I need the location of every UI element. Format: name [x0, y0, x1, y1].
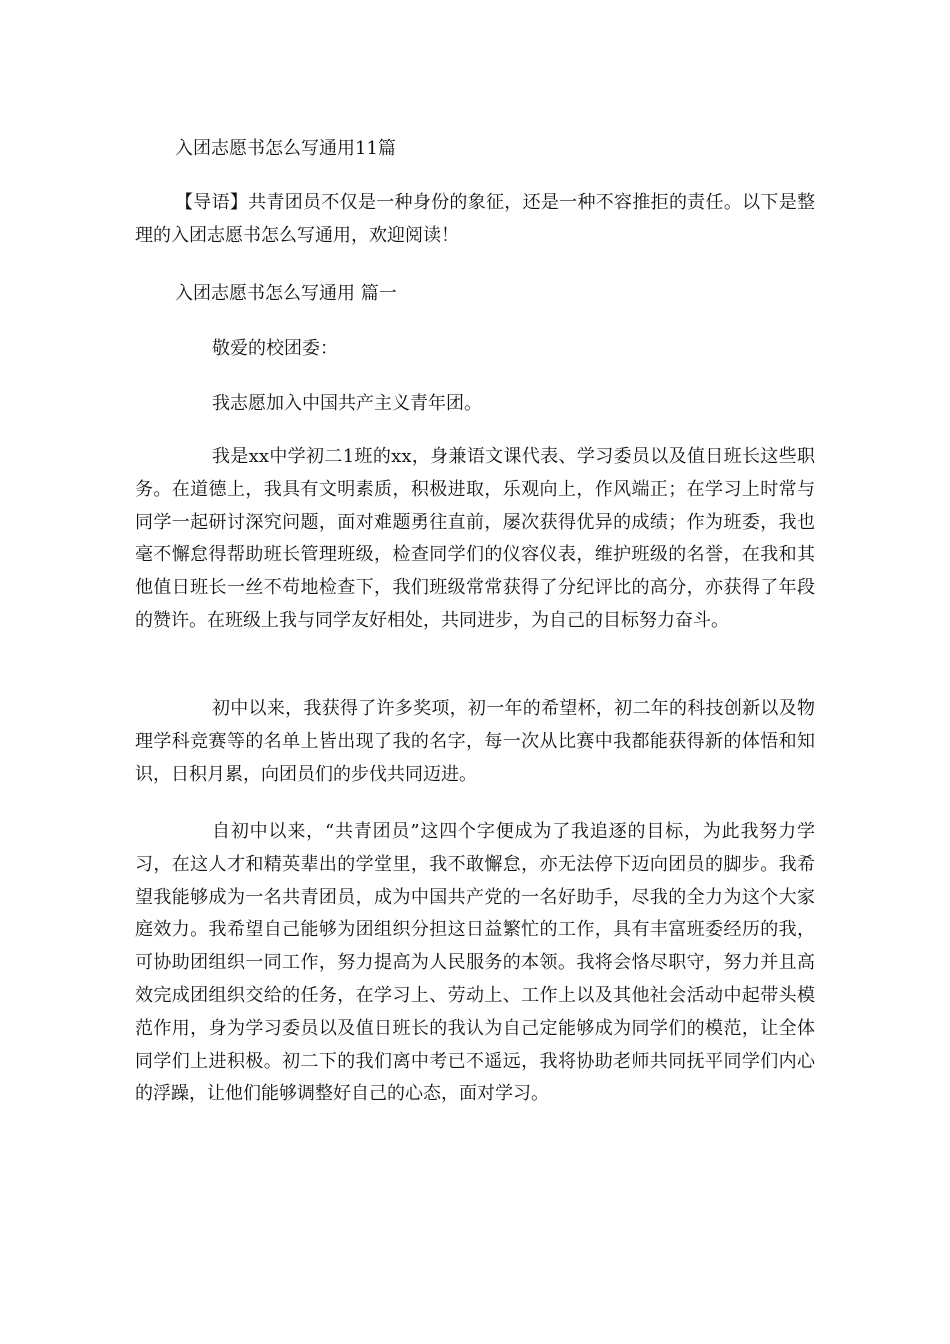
body-paragraph-3: 初中以来，我获得了许多奖项，初一年的希望杯，初二年的科技创新以及物理学科竞赛等的名单上皆出现了我的名字，每一次从比赛中我都能获得新的体悟和知识，日积月累，向团员们的步伐共同迈进。 [135, 698, 815, 785]
intro-paragraph: 【导语】共青团员不仅是一种身份的象征，还是一种不容推拒的责任。以下是整理的入团志愿书怎么写通用，欢迎阅读！ [135, 192, 815, 246]
body-paragraph-2: 我是xx中学初二1班的xx，身兼语文课代表、学习委员以及值日班长这些职务。在道德上，我具有文明素质，积极进取，乐观向上，作风端正；在学习上时常与同学一起研讨深究问题，面对难题勇往直前，屡次获得优异的成绩；作为班委，我也毫不懈怠得帮助班长管理班级，检查同学们的仪容仪表，维护班级的名誉，在我和其他值日班长一丝不苟地检查下，我们班级常常获得了分纪评比的高分，亦获得了年段的赞许。在班级上我与同学友好相处，共同进步，为自己的目标努力奋斗。 [135, 446, 815, 631]
body-paragraph-1: 我志愿加入中国共产主义青年团。 [212, 393, 482, 414]
document-title: 入团志愿书怎么写通用11篇 [175, 138, 396, 159]
body-paragraph-4: 自初中以来，“共青团员”这四个字便成为了我追逐的目标，为此我努力学习，在这人才和精英辈出的学堂里，我不敢懈怠，亦无法停下迈向团员的脚步。我希望我能够成为一名共青团员，成为中国共产党的一名好助手，尽我的全力为这个大家庭效力。我希望自己能够为团组织分担这日益繁忙的工作，具有丰富班委经历的我，可协助团组织一同工作，努力提高为人民服务的本领。我将会恪尽职守，努力并且高效完成团组织交给的任务，在学习上、劳动上、工作上以及其他社会活动中起带头模范作用，身为学习委员以及值日班长的我认为自己定能够成为同学们的模范，让全体同学们上进积极。初二下的我们离中考已不遥远，我将协助老师共同抚平同学们内心的浮躁，让他们能够调整好自己的心态，面对学习。 [135, 821, 815, 1105]
salutation: 敬爱的校团委： [212, 338, 338, 359]
section-heading: 入团志愿书怎么写通用 篇一 [175, 283, 397, 304]
